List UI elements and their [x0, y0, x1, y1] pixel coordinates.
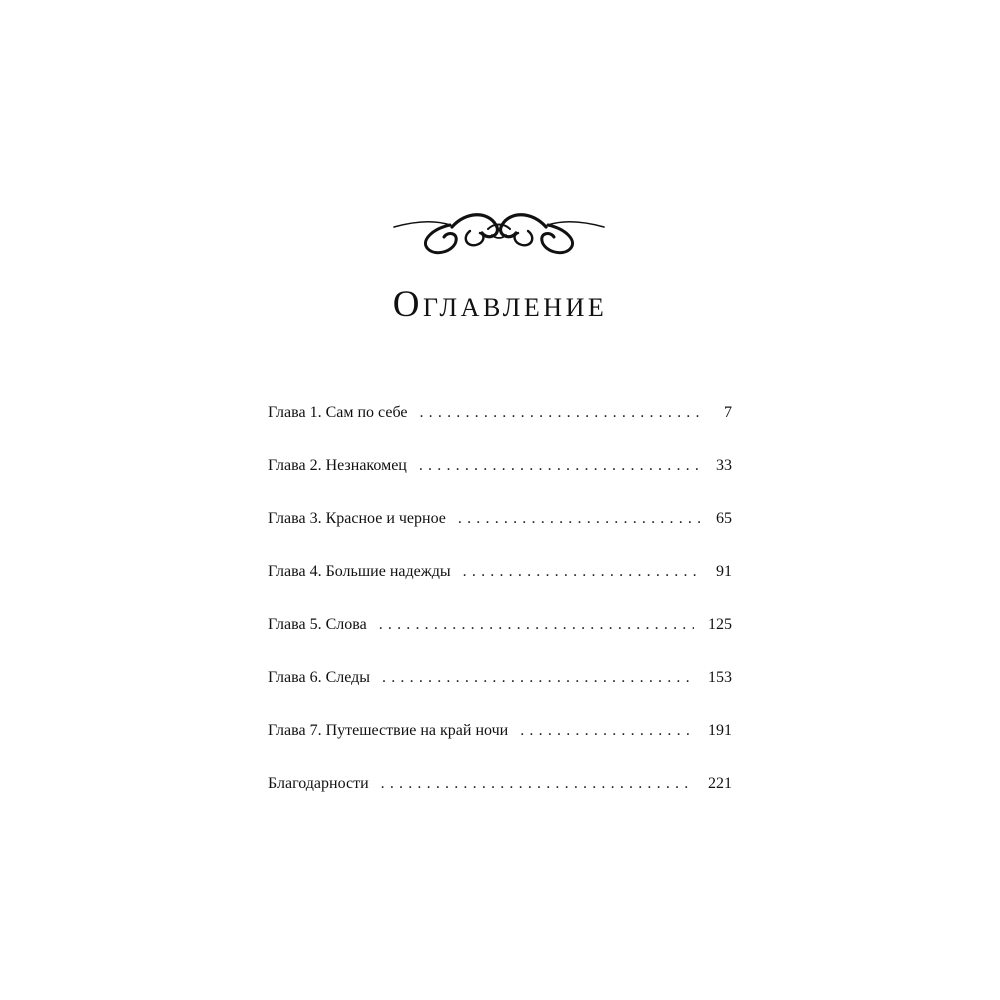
toc-entry-page: 153 — [708, 669, 732, 686]
dot-leader — [520, 710, 694, 752]
toc-entry[interactable] — [268, 710, 732, 763]
toc-entry-title: Глава 1. Сам по себе — [268, 404, 408, 421]
toc-entry-page: 191 — [708, 722, 732, 739]
toc-entry[interactable] — [268, 498, 732, 551]
dot-leader — [463, 551, 700, 593]
toc-entry-page: 65 — [716, 510, 732, 527]
toc-entry-page: 33 — [716, 457, 732, 474]
toc-entry-title: Глава 4. Большие надежды — [268, 563, 451, 580]
dot-leader — [419, 445, 700, 487]
page-title: Оглавление — [392, 284, 608, 325]
toc-entry[interactable] — [268, 657, 732, 710]
toc-entry-title: Глава 7. Путешествие на край ночи — [268, 722, 509, 739]
toc-entry[interactable] — [268, 392, 732, 445]
toc-entry[interactable] — [268, 551, 732, 604]
toc-entry[interactable] — [268, 445, 732, 498]
toc-entry-title: Глава 3. Красное и черное — [268, 510, 446, 527]
flourish-ornament-icon — [392, 205, 606, 259]
toc-entry-title: Глава 5. Слова — [268, 616, 367, 633]
dot-leader — [381, 763, 694, 805]
dot-leader — [419, 392, 700, 434]
dot-leader — [458, 498, 700, 540]
toc-entry-title: Глава 2. Незнакомец — [268, 457, 407, 474]
toc-entry-title: Благодарности — [268, 775, 369, 792]
toc-entry[interactable] — [268, 763, 732, 816]
toc-entry-page: 91 — [716, 563, 732, 580]
dot-leader — [382, 657, 694, 699]
toc-entry[interactable] — [268, 604, 732, 657]
toc-entry-page: 221 — [708, 775, 732, 792]
dot-leader — [379, 604, 694, 646]
toc-entry-page: 125 — [708, 616, 732, 633]
toc-entry-page: 7 — [724, 404, 732, 421]
table-of-contents — [268, 392, 732, 816]
toc-entry-title: Глава 6. Следы — [268, 669, 371, 686]
